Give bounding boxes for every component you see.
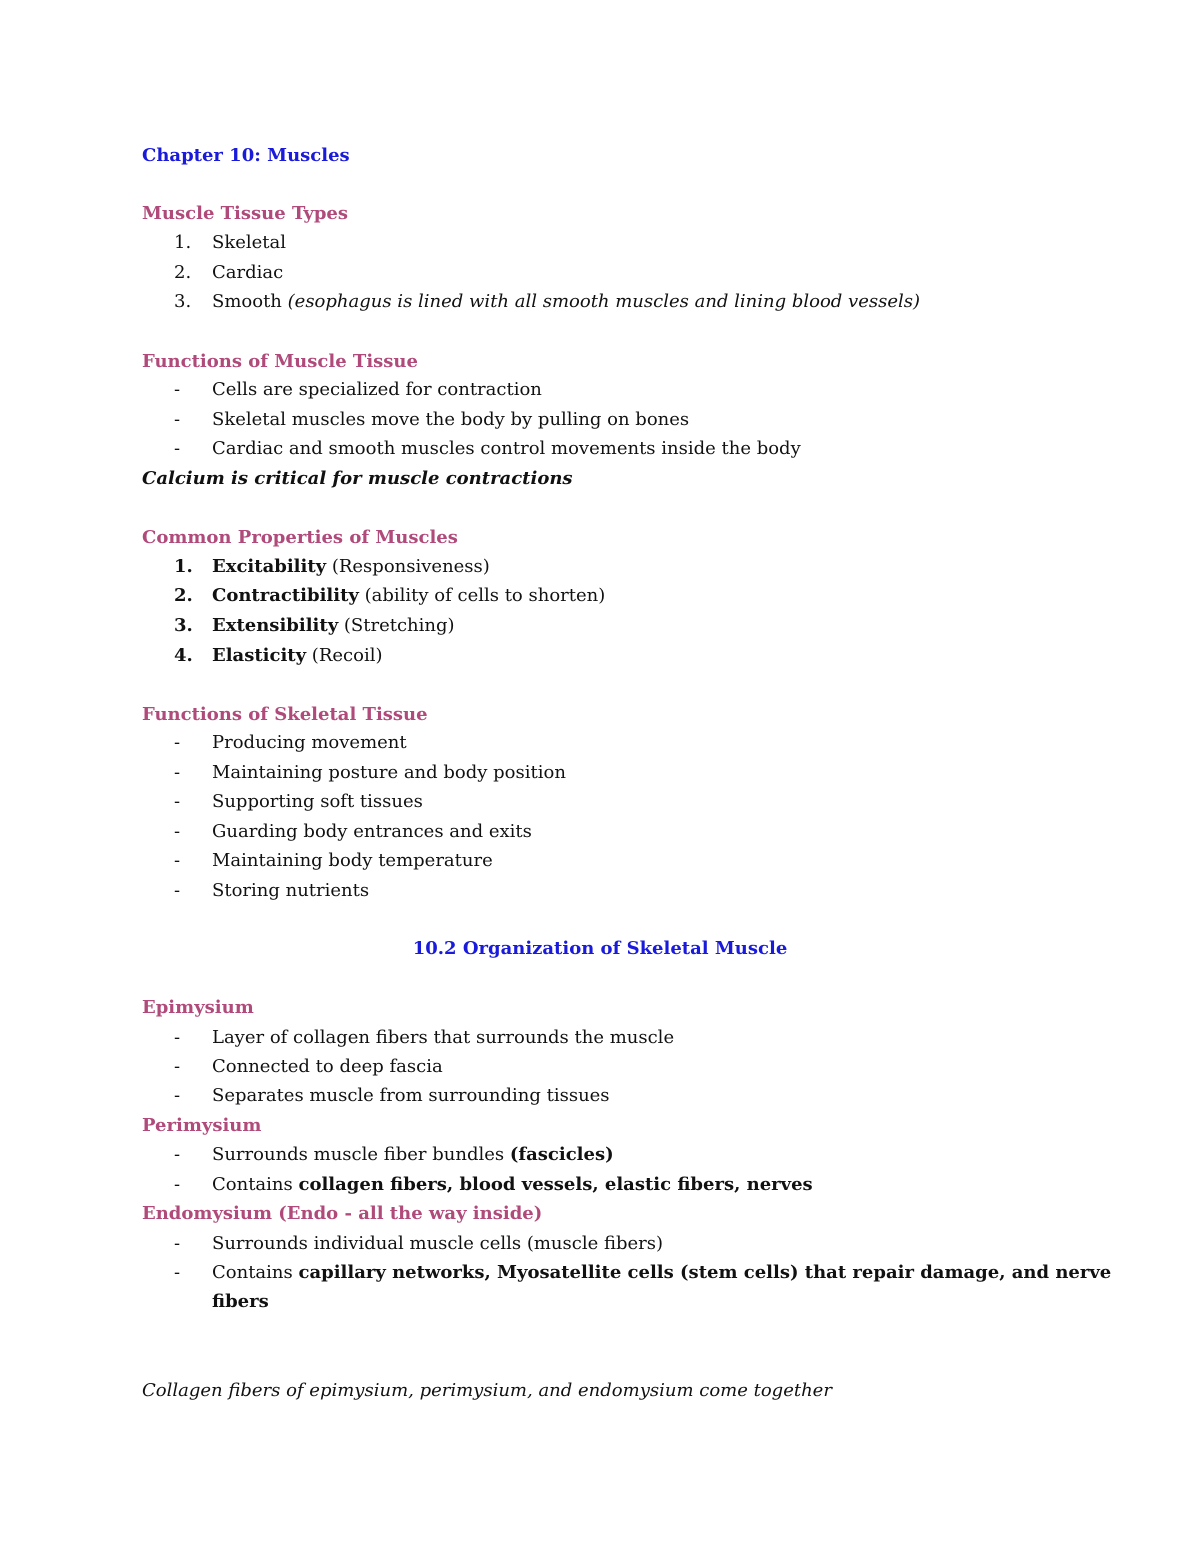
list-marker: - bbox=[174, 762, 181, 783]
functions-heading: Functions of Muscle Tissue bbox=[142, 351, 418, 372]
list-text bbox=[212, 614, 455, 638]
list-text bbox=[212, 1261, 1111, 1285]
list-marker: - bbox=[174, 880, 181, 901]
list-text-bold-continued: fibers bbox=[212, 1291, 269, 1312]
list-text bbox=[212, 584, 605, 608]
closing-note: Collagen fibers of epimysium, perimysium, and endomysium come together bbox=[142, 1380, 832, 1401]
list-text: Maintaining posture and body position bbox=[212, 762, 566, 783]
perimysium-heading: Perimysium bbox=[142, 1115, 262, 1136]
endomysium-heading: Endomysium (Endo - all the way inside) bbox=[142, 1203, 543, 1224]
list-marker: - bbox=[174, 1233, 181, 1254]
list-marker: 1. bbox=[174, 232, 192, 253]
list-marker: - bbox=[174, 1085, 181, 1106]
property-term: Extensibility bbox=[212, 615, 339, 636]
skeletal-functions-heading: Functions of Skeletal Tissue bbox=[142, 704, 428, 725]
list-text-bold: (fascicles) bbox=[509, 1144, 614, 1165]
property-term: Elasticity bbox=[212, 645, 307, 666]
list-marker: 3. bbox=[174, 291, 192, 312]
tissue-types-heading: Muscle Tissue Types bbox=[142, 203, 349, 224]
list-text: Smooth bbox=[212, 291, 282, 312]
list-marker: - bbox=[174, 379, 181, 400]
property-desc: (ability of cells to shorten) bbox=[358, 585, 606, 606]
list-text bbox=[212, 1143, 614, 1167]
list-text bbox=[212, 644, 382, 668]
list-text: Surrounds individual muscle cells (muscle fibers) bbox=[212, 1233, 664, 1254]
property-term: Contractibility bbox=[212, 585, 359, 606]
list-marker: 4. bbox=[174, 645, 193, 666]
list-text bbox=[212, 555, 490, 579]
property-desc: (Stretching) bbox=[338, 615, 455, 636]
list-text: Skeletal bbox=[212, 232, 287, 253]
list-text: Layer of collagen fibers that surrounds the muscle bbox=[212, 1027, 675, 1048]
list-marker: - bbox=[174, 791, 181, 812]
list-marker: - bbox=[174, 821, 181, 842]
list-text: Producing movement bbox=[212, 732, 407, 753]
calcium-note: Calcium is critical for muscle contractions bbox=[142, 468, 573, 489]
properties-heading: Common Properties of Muscles bbox=[142, 527, 458, 548]
list-text: Guarding body entrances and exits bbox=[212, 821, 532, 842]
property-desc: (Responsiveness) bbox=[326, 556, 490, 577]
list-marker: - bbox=[174, 1144, 181, 1165]
list-text: Skeletal muscles move the body by pulling on bones bbox=[212, 409, 690, 430]
list-text-plain: Contains bbox=[212, 1262, 299, 1283]
list-text: Supporting soft tissues bbox=[212, 791, 423, 812]
list-marker: - bbox=[174, 1174, 181, 1195]
list-text: Maintaining body temperature bbox=[212, 850, 493, 871]
list-marker: - bbox=[174, 1027, 181, 1048]
property-desc: (Recoil) bbox=[306, 645, 383, 666]
list-note: (esophagus is lined with all smooth muscles and lining blood vessels) bbox=[287, 291, 921, 312]
list-text: Cells are specialized for contraction bbox=[212, 379, 542, 400]
list-text-plain: Surrounds muscle fiber bundles bbox=[212, 1144, 510, 1165]
list-marker: - bbox=[174, 850, 181, 871]
list-text-with-note bbox=[212, 290, 920, 314]
list-text-plain: Contains bbox=[212, 1174, 299, 1195]
list-marker: 2. bbox=[174, 262, 192, 283]
list-marker: - bbox=[174, 438, 181, 459]
list-text: Cardiac bbox=[212, 262, 284, 283]
section-title: 10.2 Organization of Skeletal Muscle bbox=[412, 938, 788, 959]
list-marker: - bbox=[174, 1056, 181, 1077]
list-text-bold: capillary networks, Myosatellite cells (stem cells) that repair damage, and nerve bbox=[298, 1262, 1112, 1283]
list-text: Cardiac and smooth muscles control movements inside the body bbox=[212, 438, 801, 459]
list-marker: 2. bbox=[174, 585, 193, 606]
list-text-bold: collagen fibers, blood vessels, elastic fibers, nerves bbox=[298, 1174, 813, 1195]
list-marker: 1. bbox=[174, 556, 193, 577]
list-marker: - bbox=[174, 732, 181, 753]
property-term: Excitability bbox=[212, 556, 327, 577]
list-marker: - bbox=[174, 1262, 181, 1283]
epimysium-heading: Epimysium bbox=[142, 997, 254, 1018]
list-marker: 3. bbox=[174, 615, 193, 636]
list-text bbox=[212, 1173, 813, 1197]
list-text: Storing nutrients bbox=[212, 880, 370, 901]
list-text: Connected to deep fascia bbox=[212, 1056, 443, 1077]
list-text: Separates muscle from surrounding tissues bbox=[212, 1085, 610, 1106]
list-marker: - bbox=[174, 409, 181, 430]
chapter-title: Chapter 10: Muscles bbox=[142, 145, 350, 166]
